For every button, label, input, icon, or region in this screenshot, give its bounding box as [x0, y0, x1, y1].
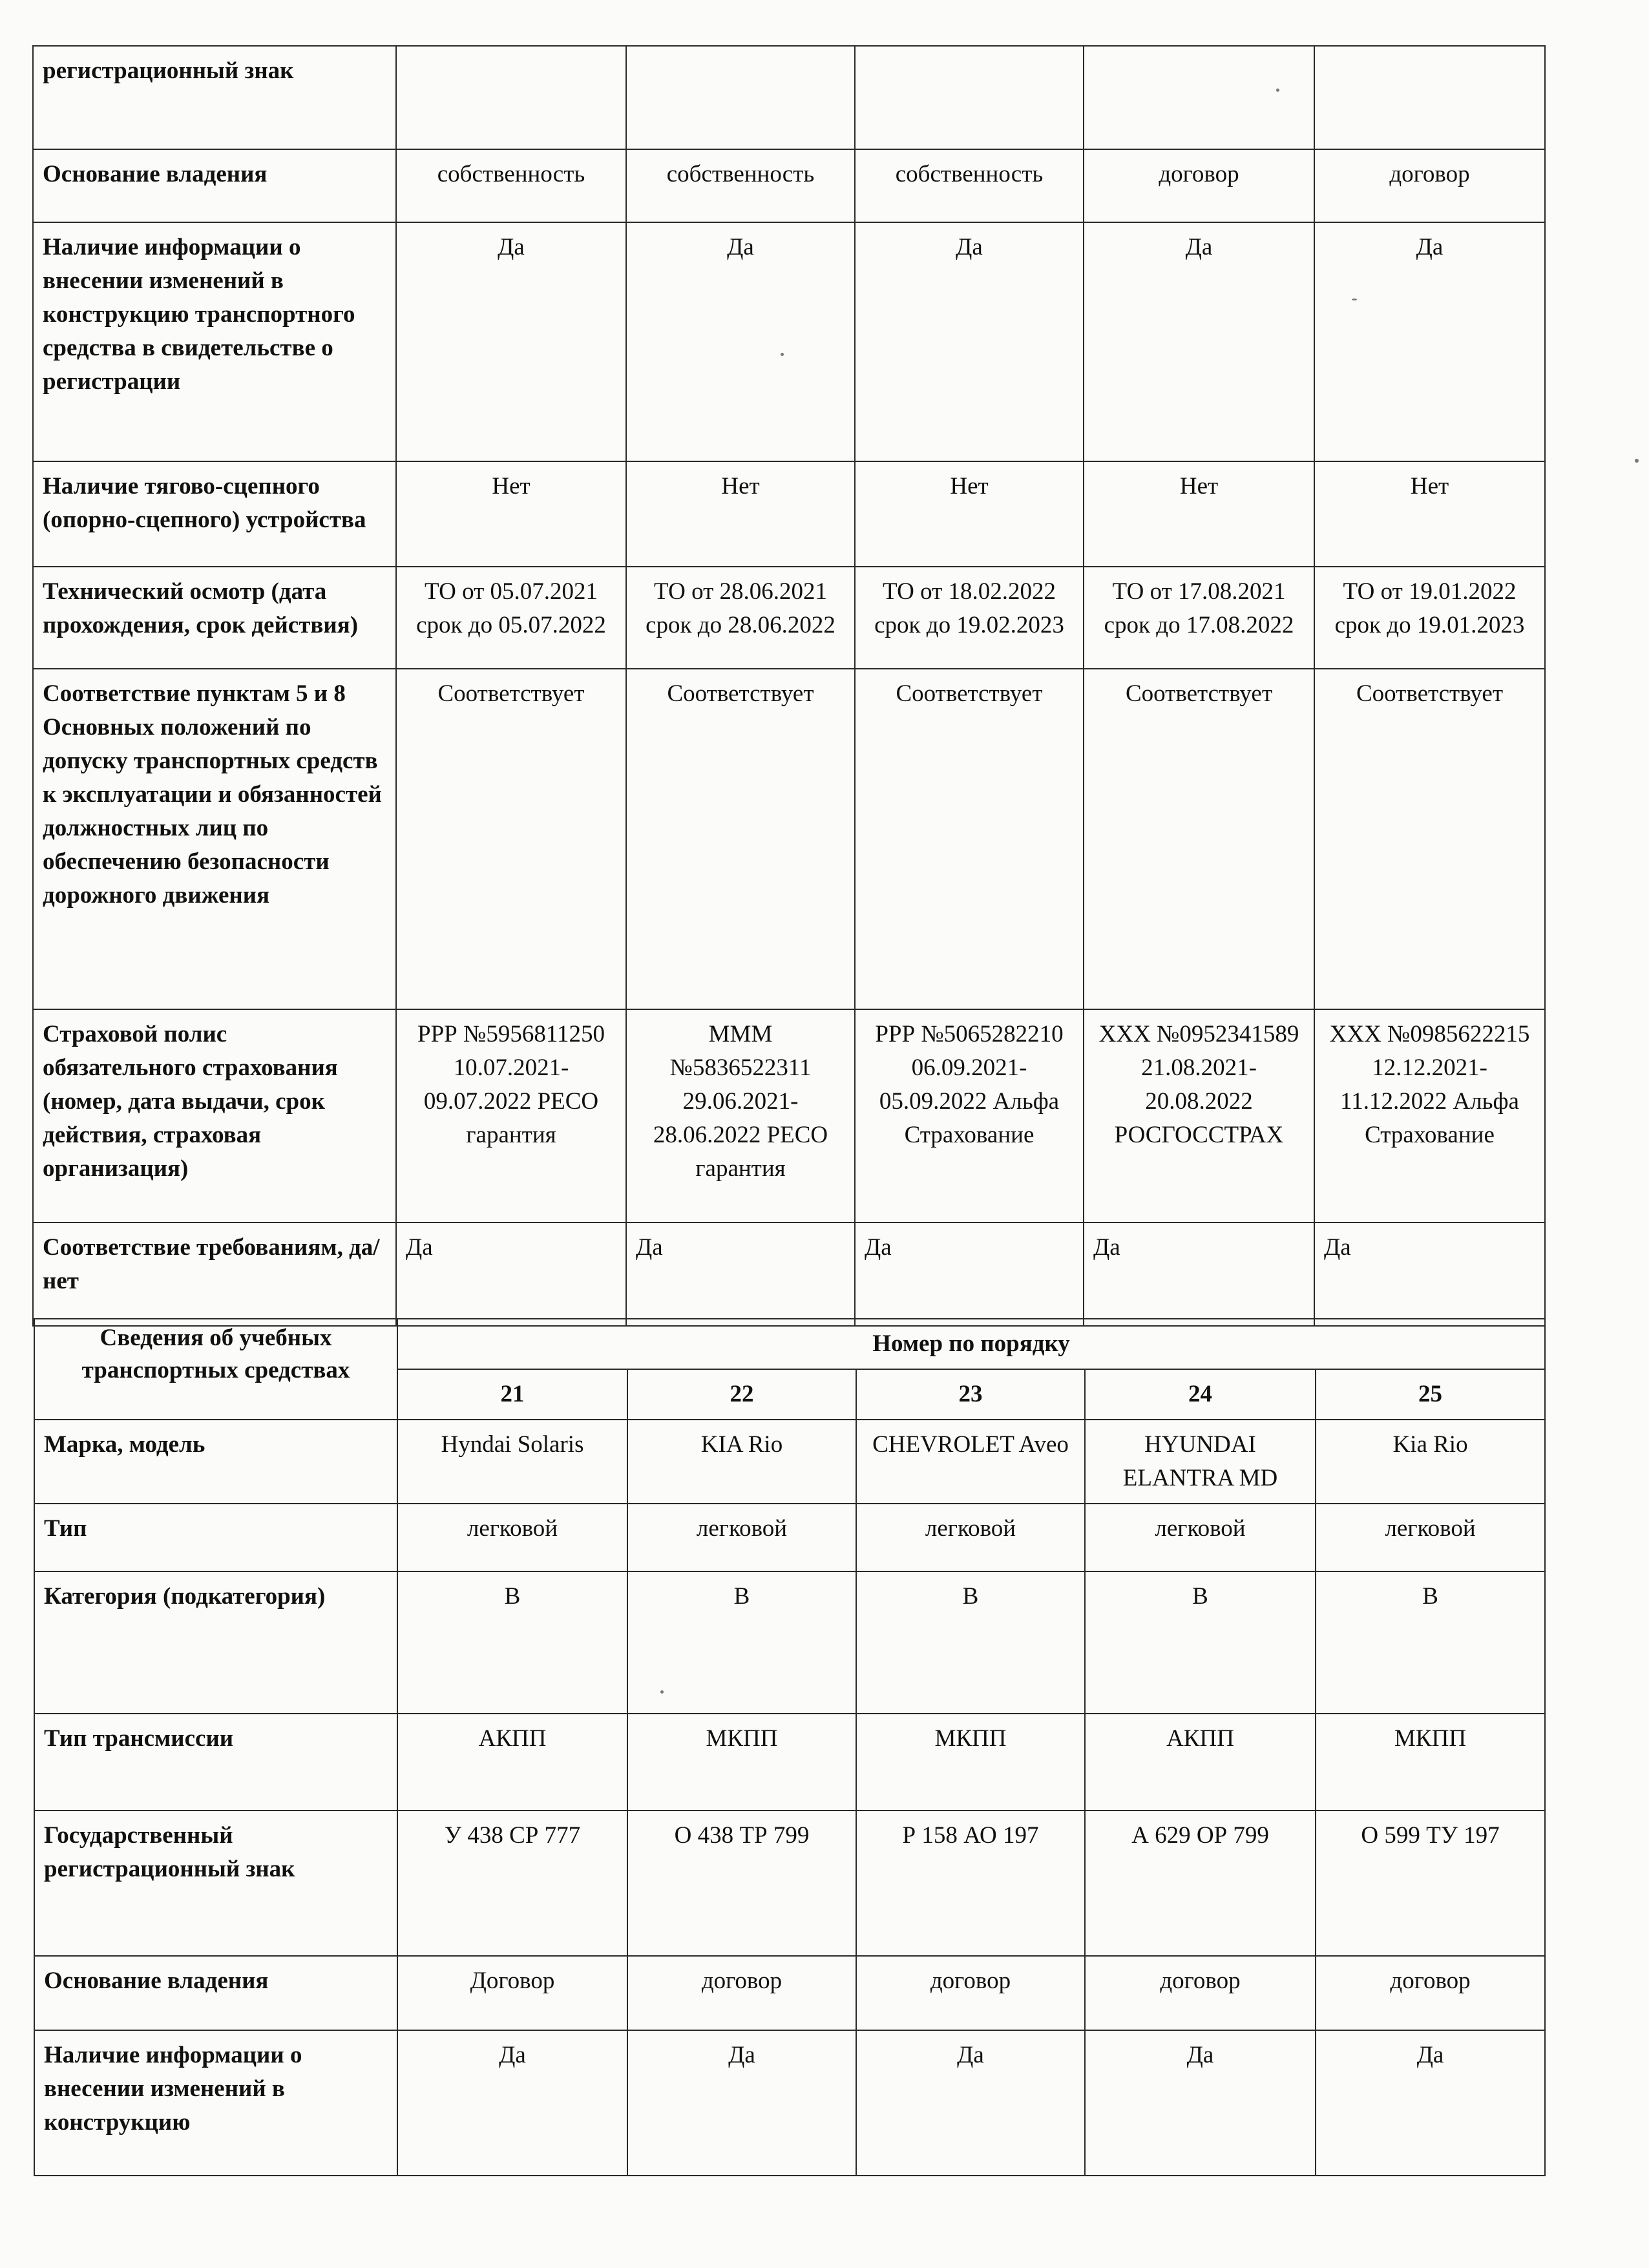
row-label: Тип — [34, 1504, 397, 1571]
cell: договор — [856, 1956, 1085, 2030]
table-row — [34, 1420, 1545, 1504]
cell: Соответствует — [1084, 669, 1314, 1009]
cell: Нет — [855, 461, 1084, 567]
row-label: Соответствие требованиям, да/нет — [33, 1223, 396, 1326]
cell — [1084, 46, 1314, 149]
scan-speck — [1635, 459, 1639, 463]
cell: О 438 ТР 799 — [627, 1811, 856, 1956]
cell: легковой — [1316, 1504, 1545, 1571]
cell: Да — [855, 1223, 1084, 1326]
row-label: Государственный регистрационный знак — [34, 1811, 397, 1956]
cell: договор — [1314, 149, 1545, 222]
cell: Hyndai Solaris — [397, 1420, 627, 1504]
cell: ХХХ №0952341589 21.08.2021-20.08.2022 РОСГОССТРАХ — [1084, 1009, 1314, 1223]
table-row — [34, 1571, 1545, 1714]
row-label: Марка, модель — [34, 1420, 397, 1504]
cell: Да — [396, 222, 626, 461]
cell: договор — [627, 1956, 856, 2030]
cell — [855, 46, 1084, 149]
cell: Нет — [1314, 461, 1545, 567]
cell — [396, 46, 626, 149]
header-row — [34, 1319, 1545, 1369]
cell: B — [397, 1571, 627, 1714]
cell: Да — [1084, 222, 1314, 461]
cell: А 629 ОР 799 — [1085, 1811, 1316, 1956]
cell: О 599 ТУ 197 — [1316, 1811, 1545, 1956]
cell: МКПП — [627, 1714, 856, 1811]
scan-speck — [1352, 299, 1357, 300]
cell: РРР №5065282210 06.09.2021-05.09.2022 Альфа Страхование — [855, 1009, 1084, 1223]
cell: легковой — [627, 1504, 856, 1571]
column-number: 22 — [627, 1369, 856, 1420]
row-label: Тип трансмиссии — [34, 1714, 397, 1811]
cell: ТО от 17.08.2021 срок до 17.08.2022 — [1084, 567, 1314, 669]
cell: Соответствует — [1314, 669, 1545, 1009]
table-row — [33, 149, 1545, 222]
cell: АКПП — [397, 1714, 627, 1811]
cell: собственность — [626, 149, 855, 222]
table-row — [33, 222, 1545, 461]
cell: легковой — [1085, 1504, 1316, 1571]
cell: CHEVROLET Aveo — [856, 1420, 1085, 1504]
table-row — [34, 2030, 1545, 2176]
row-label: регистрационный знак — [33, 46, 396, 149]
cell: Да — [856, 2030, 1085, 2176]
table-row — [33, 461, 1545, 567]
scan-speck — [781, 353, 784, 356]
table-row — [33, 669, 1545, 1009]
cell: B — [856, 1571, 1085, 1714]
header-label: Сведения об учебных транспортных средствах — [34, 1319, 397, 1420]
cell: ХХХ №0985622215 12.12.2021-11.12.2022 Альфа Страхование — [1314, 1009, 1545, 1223]
cell: Да — [1316, 2030, 1545, 2176]
cell: B — [1316, 1571, 1545, 1714]
table-row — [34, 1811, 1545, 1956]
cell: собственность — [396, 149, 626, 222]
cell: B — [1085, 1571, 1316, 1714]
cell: собственность — [855, 149, 1084, 222]
cell: Да — [1314, 222, 1545, 461]
cell: У 438 СР 777 — [397, 1811, 627, 1956]
table-row — [34, 1956, 1545, 2030]
cell: договор — [1316, 1956, 1545, 2030]
cell: Нет — [626, 461, 855, 567]
cell: KIA Rio — [627, 1420, 856, 1504]
table-row — [34, 1504, 1545, 1571]
cell: МКПП — [856, 1714, 1085, 1811]
row-label: Технический осмотр (дата прохождения, срок действия) — [33, 567, 396, 669]
scan-speck — [1276, 89, 1279, 92]
table-row — [33, 1223, 1545, 1326]
table-row — [34, 1714, 1545, 1811]
cell: ТО от 18.02.2022 срок до 19.02.2023 — [855, 567, 1084, 669]
row-label: Наличие информации о внесении изменений в конструкцию — [34, 2030, 397, 2176]
cell: Да — [397, 2030, 627, 2176]
cell: Да — [855, 222, 1084, 461]
row-label: Основание владения — [34, 1956, 397, 2030]
cell: РРР №5956811250 10.07.2021-09.07.2022 РЕСО гарантия — [396, 1009, 626, 1223]
cell: Да — [1085, 2030, 1316, 2176]
cell: Да — [626, 222, 855, 461]
row-label: Соответствие пунктам 5 и 8 Основных положений по допуску транспортных средств к эксплуатации и обязанностей должностных лиц по обеспечению безопасности дорожного движения — [33, 669, 396, 1009]
scan-speck — [660, 1690, 664, 1694]
column-number: 23 — [856, 1369, 1085, 1420]
vehicle-table-top — [32, 45, 1546, 1327]
column-number: 25 — [1316, 1369, 1545, 1420]
cell — [1314, 46, 1545, 149]
row-label: Категория (подкатегория) — [34, 1571, 397, 1714]
row-label: Страховой полис обязательного страхования (номер, дата выдачи, срок действия, страховая организация) — [33, 1009, 396, 1223]
row-label: Наличие тягово-сцепного (опорно-сцепного) устройства — [33, 461, 396, 567]
cell: договор — [1085, 1956, 1316, 2030]
cell: B — [627, 1571, 856, 1714]
cell: МММ №5836522311 29.06.2021-28.06.2022 РЕСО гарантия — [626, 1009, 855, 1223]
table-row — [33, 46, 1545, 149]
column-number: 24 — [1085, 1369, 1316, 1420]
cell: Да — [627, 2030, 856, 2176]
cell: Kia Rio — [1316, 1420, 1545, 1504]
cell: Да — [626, 1223, 855, 1326]
cell: Нет — [396, 461, 626, 567]
cell: Р 158 АО 197 — [856, 1811, 1085, 1956]
cell: Да — [396, 1223, 626, 1326]
cell: Договор — [397, 1956, 627, 2030]
cell: договор — [1084, 149, 1314, 222]
cell: легковой — [397, 1504, 627, 1571]
cell: HYUNDAI ELANTRA MD — [1085, 1420, 1316, 1504]
cell: Соответствует — [626, 669, 855, 1009]
cell: ТО от 28.06.2021 срок до 28.06.2022 — [626, 567, 855, 669]
row-label: Основание владения — [33, 149, 396, 222]
cell: Соответствует — [396, 669, 626, 1009]
cell: Да — [1084, 1223, 1314, 1326]
cell: ТО от 05.07.2021 срок до 05.07.2022 — [396, 567, 626, 669]
cell: ТО от 19.01.2022 срок до 19.01.2023 — [1314, 567, 1545, 669]
vehicle-table-bottom — [34, 1318, 1546, 2176]
cell: Соответствует — [855, 669, 1084, 1009]
header-group: Номер по порядку — [397, 1319, 1545, 1369]
table-row — [33, 567, 1545, 669]
cell: легковой — [856, 1504, 1085, 1571]
cell: МКПП — [1316, 1714, 1545, 1811]
column-number: 21 — [397, 1369, 627, 1420]
row-label: Наличие информации о внесении изменений в конструкцию транспортного средства в свидетельстве о регистрации — [33, 222, 396, 461]
cell: АКПП — [1085, 1714, 1316, 1811]
table-row — [33, 1009, 1545, 1223]
cell: Да — [1314, 1223, 1545, 1326]
cell — [626, 46, 855, 149]
cell: Нет — [1084, 461, 1314, 567]
